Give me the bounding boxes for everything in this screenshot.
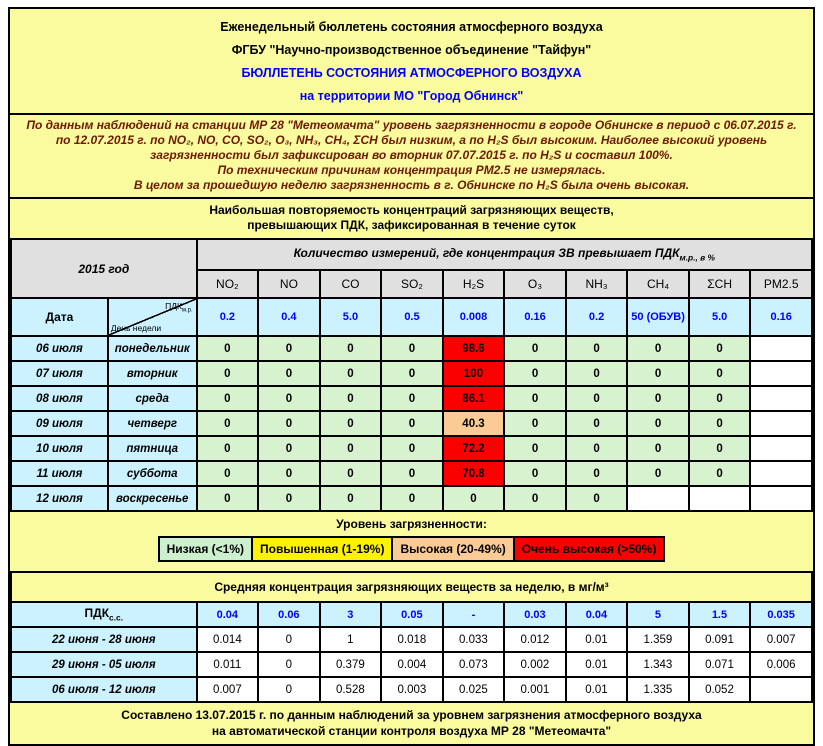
value-cell: 0 xyxy=(381,486,443,511)
header-line-1: Еженедельный бюллетень состояния атмосферного воздуха xyxy=(220,20,603,34)
value-cell: 0 xyxy=(258,436,320,461)
day-cell: понедельник xyxy=(108,336,197,361)
average-value-cell: 0.01 xyxy=(566,627,628,652)
table-row xyxy=(11,461,812,486)
pdk-ss-value-cell: 0.06 xyxy=(258,602,320,627)
value-cell: 0 xyxy=(504,486,566,511)
table-row xyxy=(11,486,812,511)
value-cell: 40.3 xyxy=(443,411,505,436)
value-cell: 0 xyxy=(443,486,505,511)
average-value-cell: 1.359 xyxy=(627,627,689,652)
value-cell: 0 xyxy=(504,361,566,386)
value-cell: 100 xyxy=(443,361,505,386)
average-value-cell: 0.011 xyxy=(197,652,259,677)
pdk-mr-value-cell: 0.2 xyxy=(197,298,259,336)
value-cell: 0 xyxy=(258,361,320,386)
bulletin-footer xyxy=(10,703,813,744)
value-cell xyxy=(750,461,812,486)
value-cell: 0 xyxy=(627,436,689,461)
average-value-cell: 0.025 xyxy=(443,677,505,702)
value-cell xyxy=(750,361,812,386)
measurements-header-text: Количество измерений, где концентрация ЗВ превышает ПДК xyxy=(293,246,680,261)
value-cell: 0 xyxy=(320,411,382,436)
average-value-cell: 0.001 xyxy=(504,677,566,702)
average-table-row xyxy=(11,652,812,677)
day-cell: воскресенье xyxy=(108,486,197,511)
average-value-cell: 0 xyxy=(258,677,320,702)
pollutant-column-header: ΣCH xyxy=(689,270,751,298)
header-line-3: БЮЛЛЕТЕНЬ СОСТОЯНИЯ АТМОСФЕРНОГО ВОЗДУХА xyxy=(241,66,582,80)
average-value-cell: 0.033 xyxy=(443,627,505,652)
value-cell: 0 xyxy=(258,411,320,436)
date-cell: 07 июля xyxy=(11,361,108,386)
footer-line-2: на автоматической станции контроля воздуха МР 28 "Метеомачта" xyxy=(211,724,612,738)
pdk-mr-value-cell: 0.008 xyxy=(443,298,505,336)
pdk-ss-row xyxy=(11,602,812,627)
value-cell: 0 xyxy=(627,336,689,361)
pollutant-column-header: SO₂ xyxy=(381,270,443,298)
measurements-header-cell xyxy=(197,239,812,270)
table-row xyxy=(11,361,812,386)
value-cell: 0 xyxy=(689,436,751,461)
value-cell: 0 xyxy=(197,436,259,461)
value-cell: 0 xyxy=(197,386,259,411)
average-table-row xyxy=(11,627,812,652)
day-cell: среда xyxy=(108,386,197,411)
average-value-cell: 1 xyxy=(320,627,382,652)
pdk-ss-value-cell: 0.035 xyxy=(750,602,812,627)
pdk-mr-value-cell: 0.2 xyxy=(566,298,628,336)
value-cell: 0 xyxy=(197,486,259,511)
weekly-average-table xyxy=(10,571,813,703)
diagonal-header-cell xyxy=(108,298,197,336)
value-cell: 0 xyxy=(197,336,259,361)
date-cell: 06 июля xyxy=(11,336,108,361)
measurements-header-sub: м.р., в % xyxy=(679,252,715,263)
day-of-week-label: День недели xyxy=(110,323,162,333)
average-value-cell: 0.003 xyxy=(381,677,443,702)
average-value-cell: 0.007 xyxy=(750,627,812,652)
pdk-mr-value-cell: 0.5 xyxy=(381,298,443,336)
pdk-mr-value-cell: 5.0 xyxy=(689,298,751,336)
value-cell: 0 xyxy=(566,386,628,411)
value-cell: 0 xyxy=(381,361,443,386)
value-cell: 0 xyxy=(689,386,751,411)
value-cell: 0 xyxy=(381,436,443,461)
table-row xyxy=(11,336,812,361)
pdk-ss-value-cell: 0.03 xyxy=(504,602,566,627)
pollution-level-legend xyxy=(10,512,813,571)
value-cell: 0 xyxy=(627,461,689,486)
value-cell: 0 xyxy=(689,336,751,361)
average-value-cell: 0.01 xyxy=(566,652,628,677)
value-cell: 0 xyxy=(320,486,382,511)
legend-boxes xyxy=(10,536,813,562)
exceedance-title-line-1: Наибольшая повторяемость концентраций загрязняющих веществ, xyxy=(209,203,614,217)
value-cell: 0 xyxy=(381,461,443,486)
summary-paragraph: По техническим причинам концентрация РМ2.5 не измерялась. xyxy=(217,163,606,177)
pdk-ss-value-cell: 1.5 xyxy=(689,602,751,627)
value-cell: 0 xyxy=(320,336,382,361)
day-cell: четверг xyxy=(108,411,197,436)
value-cell: 0 xyxy=(504,436,566,461)
date-header-cell: Дата xyxy=(11,298,108,336)
value-cell xyxy=(750,486,812,511)
value-cell: 0 xyxy=(197,461,259,486)
value-cell: 72.2 xyxy=(443,436,505,461)
value-cell xyxy=(750,336,812,361)
date-cell: 12 июля xyxy=(11,486,108,511)
value-cell: 0 xyxy=(504,386,566,411)
value-cell: 0 xyxy=(627,361,689,386)
average-value-cell xyxy=(750,677,812,702)
pollutant-column-header: PM2.5 xyxy=(750,270,812,298)
table-row xyxy=(11,436,812,461)
value-cell: 0 xyxy=(197,411,259,436)
average-value-cell: 0.01 xyxy=(566,677,628,702)
value-cell xyxy=(750,386,812,411)
week-range-cell: 06 июля - 12 июля xyxy=(11,677,197,702)
average-table-title-row xyxy=(11,572,812,602)
average-value-cell: 0.002 xyxy=(504,652,566,677)
value-cell: 0 xyxy=(566,486,628,511)
average-value-cell: 0.006 xyxy=(750,652,812,677)
date-cell: 08 июля xyxy=(11,386,108,411)
pdk-ss-label-cell: $ПДК_{с.с.}$ xyxy=(11,602,197,627)
exceedance-table xyxy=(10,238,813,512)
pdk-ss-value-cell: 3 xyxy=(320,602,382,627)
value-cell: 98.6 xyxy=(443,336,505,361)
week-range-cell: 29 июня - 05 июля xyxy=(11,652,197,677)
pdk-ss-value-cell: 0.05 xyxy=(381,602,443,627)
value-cell xyxy=(627,486,689,511)
pollutant-column-header: CO xyxy=(320,270,382,298)
summary-paragraph: По данным наблюдений на станции МР 28 "Метеомачта" уровень загрязненности в городе Обнинске в период с 06.07.2015 г. по 12.07.2015 г. по NO₂, NO, CO, SO₂, O₃, NH₃, CH₄, ΣCH был низким, а по H₂S был высоким. Наиболее высокий уровень загрязненности был зафиксирован во вторник 07.07.2015 г. по H₂S и составил 100%. xyxy=(26,118,797,162)
average-value-cell: 0.012 xyxy=(504,627,566,652)
value-cell: 0 xyxy=(197,361,259,386)
value-cell: 0 xyxy=(566,411,628,436)
day-cell: суббота xyxy=(108,461,197,486)
average-value-cell: 0.018 xyxy=(381,627,443,652)
pdk-mr-value-cell: 50 (ОБУВ) xyxy=(627,298,689,336)
value-cell: 0 xyxy=(504,461,566,486)
pollutant-column-header: H₂S xyxy=(443,270,505,298)
pdk-mr-value-cell: 5.0 xyxy=(320,298,382,336)
summary-paragraph: В целом за прошедшую неделю загрязненность в г. Обнинске по H₂S была очень высокая. xyxy=(133,178,690,192)
table-header-row-year xyxy=(11,239,812,270)
pollutant-column-header: NO xyxy=(258,270,320,298)
average-value-cell: 0.052 xyxy=(689,677,751,702)
pdk-ss-value-cell: 0.04 xyxy=(197,602,259,627)
value-cell xyxy=(750,411,812,436)
pdk-ss-value-cell: 5 xyxy=(627,602,689,627)
value-cell: 0 xyxy=(566,436,628,461)
pdk-mr-value-cell: 0.16 xyxy=(504,298,566,336)
value-cell: 0 xyxy=(381,336,443,361)
value-cell: 0 xyxy=(504,411,566,436)
year-cell: 2015 год xyxy=(11,239,197,298)
legend-item: Низкая (<1%) xyxy=(158,536,253,562)
average-value-cell: 0.014 xyxy=(197,627,259,652)
value-cell: 0 xyxy=(381,411,443,436)
legend-item: Высокая (20-49%) xyxy=(391,536,514,562)
exceedance-table-title xyxy=(10,199,813,238)
average-value-cell: 0.007 xyxy=(197,677,259,702)
value-cell: 0 xyxy=(258,336,320,361)
average-value-cell: 0.004 xyxy=(381,652,443,677)
pollutant-column-header: NO₂ xyxy=(197,270,259,298)
bulletin-page xyxy=(8,7,815,746)
table-header-row-pdk xyxy=(11,298,812,336)
header-line-2: ФГБУ "Научно-производственное объединение "Тайфун" xyxy=(231,43,592,57)
bulletin-header xyxy=(10,9,813,113)
pdk-mr-label: $ПДК_{м.р.}$ xyxy=(165,301,193,314)
value-cell: 0 xyxy=(689,461,751,486)
average-value-cell: 0.379 xyxy=(320,652,382,677)
value-cell: 0 xyxy=(320,386,382,411)
average-value-cell: 0.528 xyxy=(320,677,382,702)
pollutant-column-header: O₃ xyxy=(504,270,566,298)
value-cell: 0 xyxy=(566,461,628,486)
pdk-mr-value-cell: 0.4 xyxy=(258,298,320,336)
table-row xyxy=(11,386,812,411)
day-cell: вторник xyxy=(108,361,197,386)
value-cell: 0 xyxy=(627,386,689,411)
average-value-cell: 0.071 xyxy=(689,652,751,677)
value-cell: 70.8 xyxy=(443,461,505,486)
table-row xyxy=(11,411,812,436)
pdk-ss-value-cell: - xyxy=(443,602,505,627)
pdk-mr-value-cell: 0.16 xyxy=(750,298,812,336)
value-cell: 0 xyxy=(258,386,320,411)
week-range-cell: 22 июня - 28 июня xyxy=(11,627,197,652)
average-table-title: Средняя концентрация загрязняющих веществ за неделю, в мг/м³ xyxy=(11,572,812,602)
average-value-cell: 1.335 xyxy=(627,677,689,702)
value-cell xyxy=(689,486,751,511)
value-cell: 0 xyxy=(689,361,751,386)
value-cell: 0 xyxy=(627,411,689,436)
legend-item: Повышенная (1-19%) xyxy=(251,536,393,562)
footer-line-1: Составлено 13.07.2015 г. по данным наблюдений за уровнем загрязнения атмосферного воздуха xyxy=(121,708,702,722)
legend-title: Уровень загрязненности: xyxy=(336,517,487,531)
pdk-ss-value-cell: 0.04 xyxy=(566,602,628,627)
value-cell xyxy=(750,436,812,461)
value-cell: 0 xyxy=(258,461,320,486)
date-cell: 09 июля xyxy=(11,411,108,436)
average-value-cell: 0.073 xyxy=(443,652,505,677)
value-cell: 0 xyxy=(258,486,320,511)
value-cell: 0 xyxy=(320,361,382,386)
average-value-cell: 0.091 xyxy=(689,627,751,652)
average-value-cell: 0 xyxy=(258,627,320,652)
value-cell: 86.1 xyxy=(443,386,505,411)
summary-text-block xyxy=(10,113,813,199)
legend-item: Очень высокая (>50%) xyxy=(513,536,666,562)
value-cell: 0 xyxy=(381,386,443,411)
pollutant-column-header: NH₃ xyxy=(566,270,628,298)
pollutant-column-header: CH₄ xyxy=(627,270,689,298)
average-value-cell: 1.343 xyxy=(627,652,689,677)
value-cell: 0 xyxy=(320,461,382,486)
value-cell: 0 xyxy=(689,411,751,436)
date-cell: 10 июля xyxy=(11,436,108,461)
value-cell: 0 xyxy=(566,361,628,386)
value-cell: 0 xyxy=(320,436,382,461)
value-cell: 0 xyxy=(566,336,628,361)
date-cell: 11 июля xyxy=(11,461,108,486)
average-value-cell: 0 xyxy=(258,652,320,677)
exceedance-title-line-2: превышающих ПДК, зафиксированная в течение суток xyxy=(247,218,576,232)
header-line-4: на территории МО "Город Обнинск" xyxy=(299,89,524,103)
day-cell: пятница xyxy=(108,436,197,461)
value-cell: 0 xyxy=(504,336,566,361)
average-table-row xyxy=(11,677,812,702)
